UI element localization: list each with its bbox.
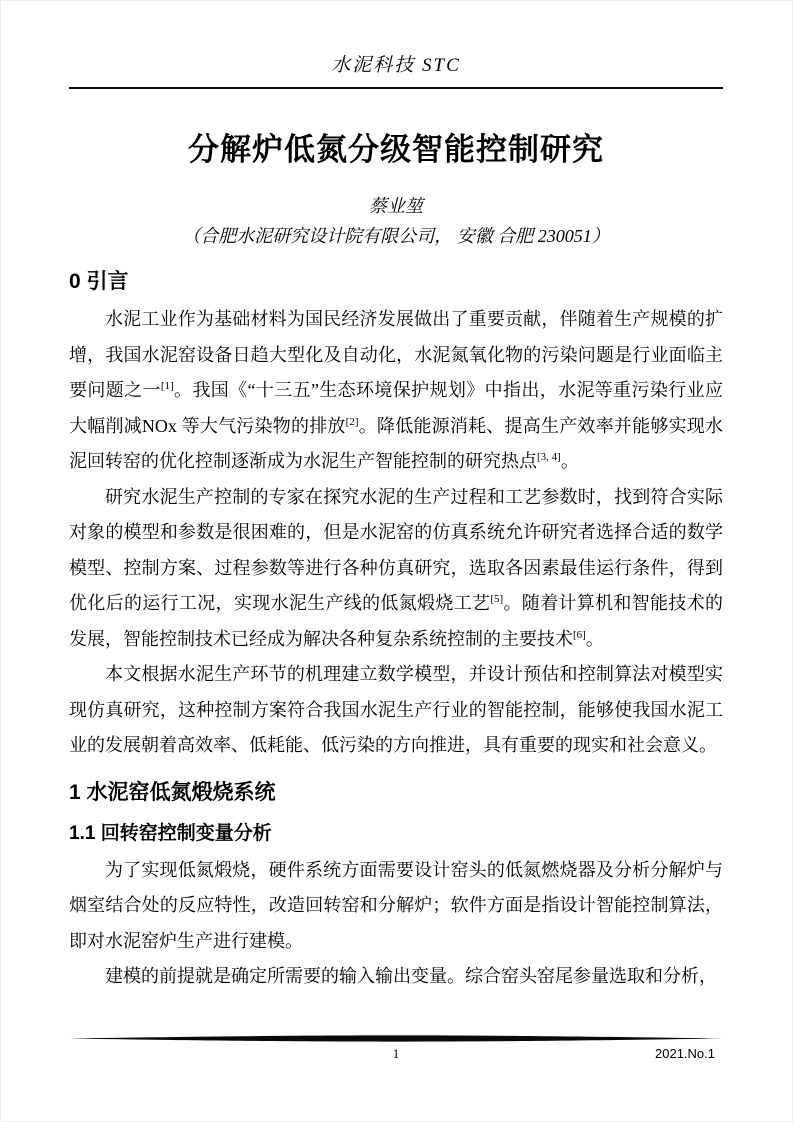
journal-header: 水泥科技 STC bbox=[331, 55, 461, 76]
section-heading-1: 1 水泥窑低氮煅烧系统 bbox=[69, 780, 276, 804]
paragraph-1-1-b: 建模的前提就是确定所需要的输入输出变量。综合窑头窑尾参量选取和分析， bbox=[105, 966, 717, 986]
page-number: 1 bbox=[392, 1046, 400, 1061]
section-heading-1-1: 1.1 回转窑控制变量分析 bbox=[69, 822, 272, 844]
author-name: 蔡业堃 bbox=[369, 196, 423, 216]
paragraph-intro-3: 本文根据水泥生产环节的机理建立数学模型，并设计预估和控制算法对模型实现仿真研究，这种控制方案符合我国水泥生产行业的智能控制，能够使我国水泥工业的发展朝着高效率、低耗能、低污染的方向推进，具有重要的现实和社会意义。 bbox=[69, 664, 723, 755]
author-affiliation: （合肥水泥研究设计院有限公司， 安徽 合肥 230051） bbox=[182, 226, 610, 246]
footer-row bbox=[69, 1045, 723, 1065]
page-footer bbox=[69, 1034, 723, 1065]
footer-rule bbox=[69, 1034, 723, 1043]
paragraph-intro-2: 研究水泥生产控制的专家在探究水泥的生产过程和工艺参数时，找到符合实际对象的模型和参数是很困难的，但是水泥窑的仿真系统允许研究者选择合适的数学模型、控制方案、过程参数等进行各种仿真研究，选取各因素最佳运行条件，得到优化后的运行工况，实现水泥生产线的低氮煅烧工艺[5]。随着计算机和智能技术的发展，智能控制技术已经成为解决各种复杂系统控制的主要技术[6]。 bbox=[69, 486, 724, 649]
page-content bbox=[1, 1, 792, 995]
citation-ref: [3, 4] bbox=[537, 451, 561, 463]
citation-ref: [2] bbox=[345, 415, 359, 428]
section-heading-intro: 0 引言 bbox=[69, 270, 129, 293]
citation-ref: [1] bbox=[160, 380, 174, 392]
citation-ref: [5] bbox=[490, 593, 504, 605]
citation-ref: [6] bbox=[573, 628, 586, 641]
paragraph-1-1-a: 为了实现低氮煅烧，硬件系统方面需要设计窑头的低氮燃烧器及分析分解炉与烟室结合处的反应特性，改造回转窑和分解炉；软件方面是指设计智能控制算法，即对水泥窑炉生产进行建模。 bbox=[69, 859, 723, 951]
paragraph-intro-1: 水泥工业作为基础材料为国民经济发展做出了重要贡献，伴随着生产规模的扩增，我国水泥窑设备日趋大型化及自动化，水泥氮氧化物的污染问题是行业面临主要问题之一[1]。我国《“十三五”生态环境保护规划》中指出，水泥等重污染行业应大幅削减NOx 等大气污染物的排放[2]。降低能源消耗、提高生产效率并能够实现水泥回转窑的优化控制逐渐成为水泥生产智能控制的研究热点[3, 4]。 bbox=[69, 309, 724, 471]
article-title: 分解炉低氮分级智能控制研究 bbox=[188, 132, 604, 167]
header-rule bbox=[69, 87, 723, 89]
issue-label: 2021.No.1 bbox=[655, 1046, 715, 1061]
